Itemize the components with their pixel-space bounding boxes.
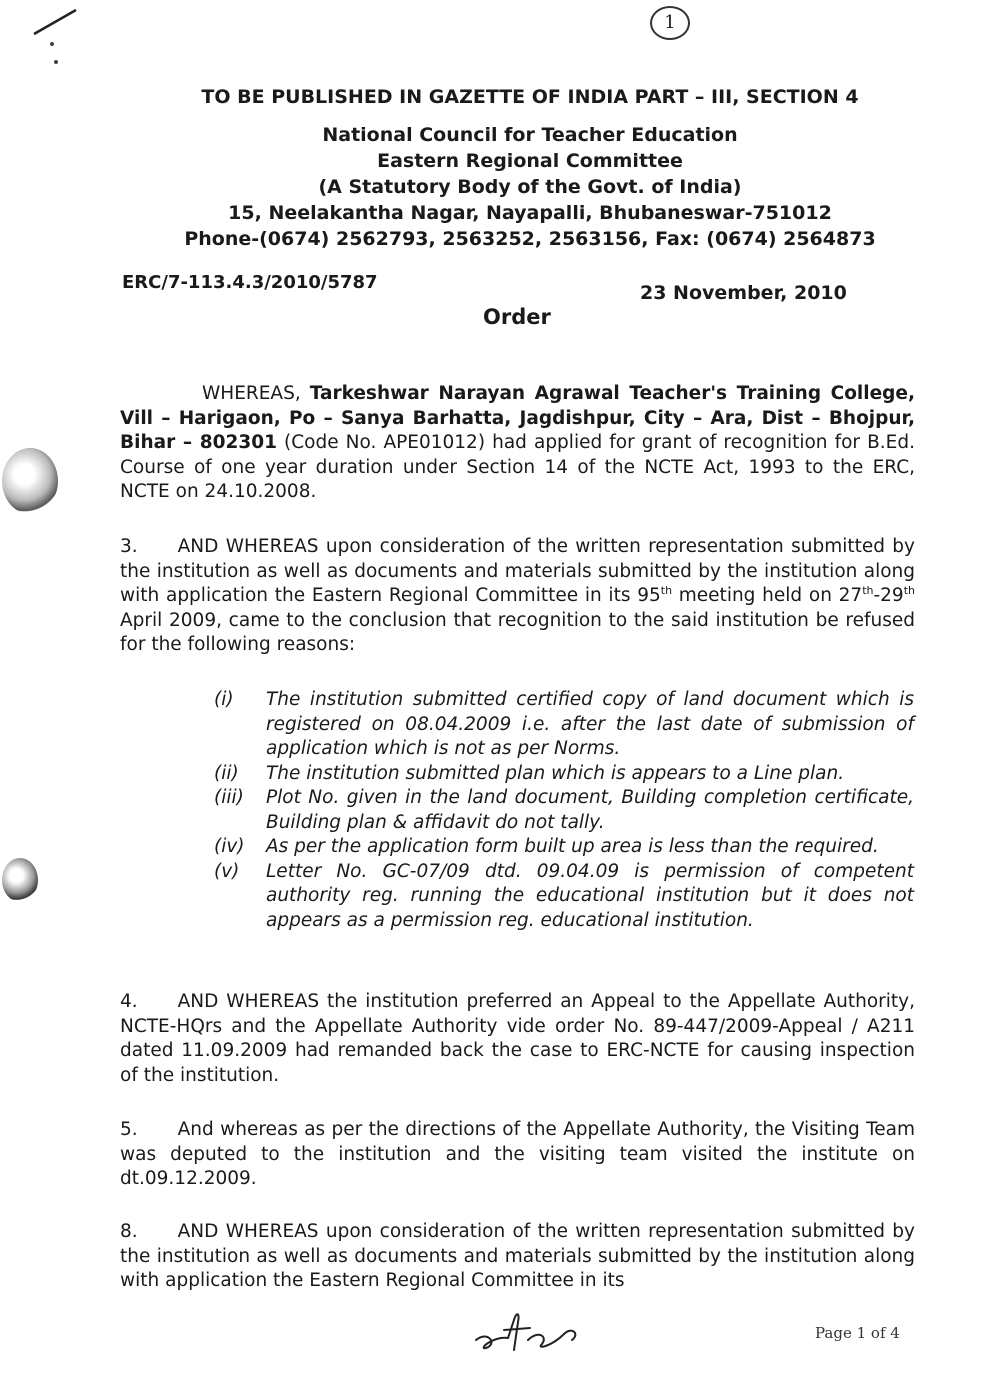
reason-number: (i): [214, 689, 234, 710]
para4-text: AND WHEREAS the institution preferred an Appeal to the Appellate Authority, NCTE-HQrs and the Appellate Authority vide order No. 89-447/2009-Appeal / A211 dated 11.09.2009 had remanded back the case to ERC-NCTE for causing inspection of the institution.: [120, 991, 915, 1086]
scan-smudge-left: [2, 448, 58, 514]
reason-text: Letter No. GC-07/09 dtd. 09.04.09 is permission of competent authority reg. running the educational institution but it does not appears as a permission reg. educational institution.: [266, 860, 914, 931]
reason-text: The institution submitted plan which is appears to a Line plan.: [266, 762, 845, 784]
paragraph-5: [120, 1118, 915, 1192]
scan-mark-top-left: [14, 4, 84, 64]
reason-item: [214, 860, 914, 934]
order-title: Order: [483, 305, 551, 329]
para3-text-c: -29: [873, 585, 904, 606]
refusal-reasons-list: [214, 688, 914, 933]
reason-text: As per the application form built up area is less than the required.: [266, 836, 879, 857]
para1-lead: WHEREAS,: [202, 383, 310, 404]
page-marker-circle: 1: [650, 6, 690, 40]
scan-smudge-left-2: [2, 858, 38, 902]
para3-text-b: meeting held on 27: [672, 585, 863, 606]
statutory-note: (A Statutory Body of the Govt. of India): [318, 176, 742, 198]
page-footer: Page 1 of 4: [815, 1324, 900, 1342]
reason-text: Plot No. given in the land document, Building completion certificate, Building plan & affidavit do not tally.: [266, 787, 914, 833]
reference-number: ERC/7-113.4.3/2010/5787: [122, 272, 378, 293]
para6-text: AND WHEREAS upon consideration of the written representation submitted by the institution as well as documents and materials submitted by the institution along with application the Eastern Regional Committee in its: [120, 1221, 915, 1291]
para3-text-d: April 2009, came to the conclusion that recognition to the said institution be refused for the following reasons:: [120, 609, 915, 655]
para6-number: 8.: [120, 1221, 138, 1242]
para3-text-a: AND WHEREAS upon consideration of the written representation submitted by the institution as well as documents and materials submitted by the institution along with application the Eastern Regional Committee in its 95: [120, 536, 915, 606]
paragraph-3: [120, 535, 915, 658]
order-date: 23 November, 2010: [640, 282, 847, 304]
handwritten-signature: [468, 1300, 598, 1360]
para5-text: And whereas as per the directions of the Appellate Authority, the Visiting Team was deputed to the institution and the visiting team visited the institute on dt.09.12.2009.: [120, 1119, 915, 1189]
gazette-heading: TO BE PUBLISHED IN GAZETTE OF INDIA PART – III, SECTION 4: [201, 86, 859, 108]
institution-name: Tarkeshwar Narayan Agrawal Teacher's Training College, Vill – Harigaon, Po – Sanya Barhatta, Jagdishpur, City – Ara, Dist – Bhojpur, Bihar – 802301: [120, 383, 915, 453]
address-line: 15, Neelakantha Nagar, Nayapalli, Bhubaneswar-751012: [228, 202, 832, 224]
paragraph-1: [120, 382, 915, 505]
reason-number: (ii): [214, 762, 239, 784]
council-name: National Council for Teacher Education: [322, 124, 738, 146]
para5-number: 5.: [120, 1119, 138, 1140]
reason-number: (iv): [214, 836, 245, 857]
para4-number: 4.: [120, 991, 138, 1012]
paragraph-4: [120, 990, 915, 1088]
para1-rest: (Code No. APE01012) had applied for grant of recognition for B.Ed. Course of one year duration under Section 14 of the NCTE Act, 1993 to the ERC, NCTE on 24.10.2008.: [120, 432, 915, 502]
para3-sup-1: th: [660, 583, 673, 597]
reason-text: The institution submitted certified copy of land document which is registered on 08.04.2009 i.e. after the last date of submission of application which is not as per Norms.: [266, 689, 914, 759]
reason-item: [214, 688, 914, 762]
reason-item: [214, 786, 914, 835]
committee-name: Eastern Regional Committee: [377, 150, 683, 172]
para3-number: 3.: [120, 536, 138, 557]
paragraph-6: [120, 1220, 915, 1294]
reason-number: (v): [214, 860, 240, 882]
reason-item: [214, 835, 914, 860]
reason-number: (iii): [214, 787, 244, 808]
para3-sup-3: th: [903, 583, 915, 597]
contact-line: Phone-(0674) 2562793, 2563252, 2563156, Fax: (0674) 2564873: [184, 228, 876, 250]
reason-item: [214, 762, 914, 787]
para3-sup-2: th: [862, 583, 874, 597]
